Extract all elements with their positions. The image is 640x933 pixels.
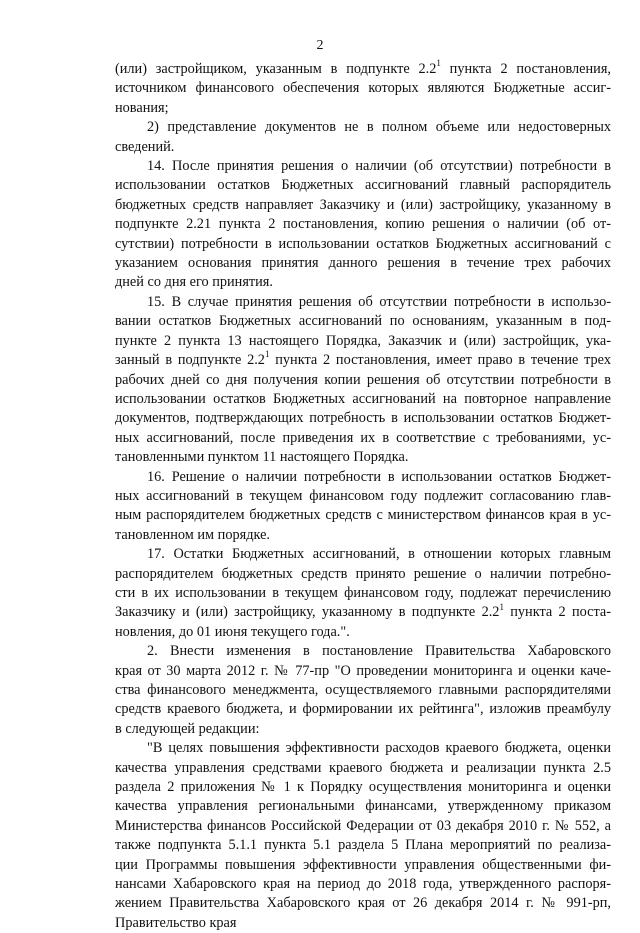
text-line [115,700,611,719]
text-line [115,856,611,875]
line-text: Правительство края [115,914,237,931]
line-text: распорядителем бюджетных средств принято решение о наличии потребно- [115,565,611,582]
text-line [115,118,611,137]
line-text: Заказчику и (или) застройщику, указанному в подпункте 2.2 [115,604,500,621]
line-text: пункта 2 поста- [503,604,611,621]
text-line [115,157,611,176]
text-line [115,371,611,390]
text-line [115,584,611,603]
line-text: ных ассигнований в текущем финансовом году подлежит согласованию глав- [115,487,611,504]
text-line [115,720,611,739]
line-text: рабочих дней со дня получения копии решения об отсутствии потребности в [115,371,611,388]
line-text: пункта 2 постановления, имеет право в течение трех [269,352,611,369]
line-text: сведений. [115,138,175,155]
line-text: использовании остатков Бюджетных ассигнований главный распорядитель [115,177,611,194]
line-text: раздела 2 приложения № 1 к Порядку осуществления мониторинга и оценки [115,779,611,796]
line-text: 16. Решение о наличии потребности в использовании остатков Бюджет- [147,468,611,485]
superscript: 1 [499,601,504,612]
line-text: вании остатков Бюджетных ассигнований по основаниям, указанным в под- [115,313,611,330]
line-text: пункта 2 постановления, [440,61,611,77]
line-text: (или) застройщиком, указанным в подпункте 2.2 [115,61,437,77]
line-text: 2. Внести изменения в постановление Правительства Хабаровского [147,643,611,660]
document-body [115,60,611,933]
text-line [115,273,611,292]
line-text: ции Программы повышения эффективности управления общественными фи- [115,856,611,873]
text-line [115,468,611,487]
text-line [115,235,611,254]
line-text: ных ассигнований, после приведения их в соответствие с требованиями, ус- [115,429,611,446]
line-text: указанием основания принятия данного решения в течение трех рабочих [115,255,611,272]
text-line [115,332,611,351]
text-line [115,196,611,215]
text-line [115,79,611,98]
text-line [115,312,611,331]
text-line [115,138,611,157]
text-line [115,176,611,195]
text-line [115,681,611,700]
line-text: качества управления региональными финансами, утвержденному приказом [115,798,611,815]
text-line [115,759,611,778]
line-text: тановленном им порядке. [115,526,270,543]
text-line [115,914,611,933]
line-text: качества управления средствами краевого бюджета и реализации пункта 2.5 [115,759,611,776]
line-text: нансами Хабаровского края на период до 2018 года, утвержденного распоря- [115,876,611,893]
line-text: новления, до 01 июня текущего года.". [115,623,350,640]
line-text: "В целях повышения эффективности расходов краевого бюджета, оценки [147,740,611,757]
text-line [115,293,611,312]
superscript: 1 [436,58,441,69]
text-line [115,545,611,564]
text-line [115,351,611,370]
page-number: 2 [316,38,324,53]
text-line [115,565,611,584]
text-line [115,429,611,448]
line-text: ным распорядителем бюджетных средств с министерством финансов края в ус- [115,507,611,524]
line-text: 14. После принятия решения о наличии (об отсутствии) потребности в [147,158,611,175]
line-text: документов, подтверждающих потребность в использовании остатков Бюджет- [115,410,611,427]
line-text: ства финансового менеджмента, осуществляемого главными распорядителями [115,682,611,698]
text-line [115,778,611,797]
text-line [115,817,611,836]
line-text: средств краевого бюджета, и формировании их рейтинга", изложив преамбулу [115,701,611,718]
text-line [115,797,611,816]
line-text: нования; [115,99,169,116]
line-text: 17. Остатки Бюджетных ассигнований, в отношении которых главным [147,546,611,563]
text-line [115,215,611,234]
text-line [115,526,611,545]
line-text: пункте 2 пункта 13 настоящего Порядка, Заказчик и (или) застройщик, ука- [115,332,611,349]
text-line [115,623,611,642]
text-line [115,506,611,525]
text-line [115,409,611,428]
text-line [115,894,611,913]
text-line [115,254,611,273]
superscript: 1 [264,349,270,360]
text-line [115,739,611,758]
line-text: 2) представление документов не в полном объеме или недостоверных [147,119,611,136]
line-text: в следующей редакции: [115,720,260,737]
text-line [115,99,611,118]
text-line [115,875,611,894]
text-line [115,603,611,622]
line-text: Министерства финансов Российской Федерации от 03 декабря 2010 г. № 552, а [115,817,611,834]
line-text: жением Правительства Хабаровского края от 26 декабря 2014 г. № 991-рп, [115,895,611,912]
text-line [115,487,611,506]
text-line [115,836,611,855]
line-text: бюджетных средств направляет Заказчику и (или) застройщику, указанному в [115,196,611,213]
text-line [115,60,611,79]
text-line [115,662,611,681]
line-text: занный в подпункте 2.2 [115,352,265,369]
line-text: края от 30 марта 2012 г. № 77-пр "О проведении мониторинга и оценки каче- [115,662,611,679]
line-text: также подпункта 5.1.1 пункта 5.1 раздела 5 Плана мероприятий по реализа- [115,837,611,854]
text-line [115,642,611,661]
line-text: 15. В случае принятия решения об отсутствии потребности в использо- [147,293,611,310]
line-text: сти в их использовании в текущем финансовом году, подлежат перечислению [115,584,611,601]
line-text: подпункте 2.21 пункта 2 постановления, копию решения о наличии (об от- [115,216,611,233]
line-text: источником финансового обеспечения которых являются Бюджетные ассиг- [115,80,611,97]
text-line [115,448,611,467]
line-text: тановленными пунктом 11 настоящего Порядка. [115,449,409,466]
line-text: дней со дня его принятия. [115,274,273,291]
line-text: использовании остатков Бюджетных ассигнований на повторное направление [115,390,611,407]
text-line [115,390,611,409]
line-text: сутствии) потребности в использовании остатков Бюджетных ассигнований с [115,235,611,252]
